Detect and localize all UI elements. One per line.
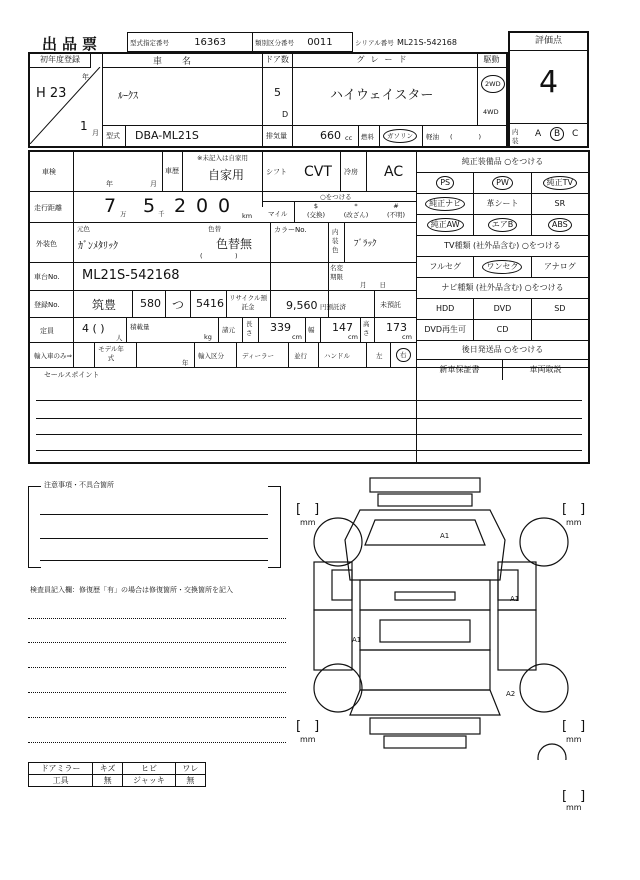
later-item: 車両取説 bbox=[502, 360, 588, 380]
mileage-d4: 0 bbox=[196, 195, 209, 217]
grade-label: 評価点 bbox=[510, 33, 587, 51]
equip-item: エアB bbox=[473, 215, 530, 235]
equip-item: ABS bbox=[531, 215, 588, 235]
transmission: CVT bbox=[304, 164, 332, 180]
navi-item: HDD bbox=[435, 304, 455, 313]
legend-value: 無 bbox=[175, 775, 205, 787]
equip-item: 純正AW bbox=[417, 215, 473, 235]
original-color: ｶﾞﾝﾒﾀﾘｯｸ bbox=[78, 241, 118, 252]
mileage-d1: 7 bbox=[104, 195, 117, 217]
serial-no: ML21S-542168 bbox=[396, 37, 457, 47]
navi-item bbox=[531, 320, 588, 340]
caution-section: 注意事項・不具合箇所 bbox=[28, 478, 283, 568]
recycle-fee: 9,560 bbox=[286, 299, 318, 312]
damage-mark-4: A2 bbox=[506, 690, 516, 698]
equip-item: PW bbox=[473, 173, 530, 193]
drive-2wd-circled: 2WD bbox=[481, 75, 505, 93]
legend-header: キズ bbox=[93, 763, 123, 775]
grade-value: 4 bbox=[538, 65, 559, 100]
height: 173 bbox=[386, 321, 407, 334]
legend-header: ヒビ bbox=[123, 763, 176, 775]
grade-name: ハイウェイスター bbox=[330, 88, 434, 103]
mileage-d3: 2 bbox=[174, 195, 187, 217]
handle-right-circled: 右 bbox=[396, 348, 411, 362]
equip-item: SR bbox=[531, 194, 588, 214]
tv-item: アナログ bbox=[531, 257, 588, 277]
reg-area: 筑豊 bbox=[92, 298, 117, 312]
first-reg-era: H 23 bbox=[36, 86, 67, 101]
tv-item: ワンセグ bbox=[473, 257, 530, 277]
mileage-d2: 5 bbox=[143, 195, 156, 217]
legend-header: ドアミラー bbox=[29, 763, 93, 775]
tv-item: フルセグ bbox=[429, 262, 461, 271]
damage-mark-2: A1 bbox=[510, 595, 520, 603]
legend-header: ワレ bbox=[175, 763, 205, 775]
chassis-no: ML21S-542168 bbox=[82, 268, 180, 283]
displacement: 660 bbox=[320, 129, 341, 142]
cooler: AC bbox=[384, 164, 404, 180]
mileage-d5: 0 bbox=[218, 195, 231, 217]
reg-number: 5416 bbox=[196, 297, 224, 310]
length: 339 bbox=[270, 321, 291, 334]
equip-item: 純正ナビ bbox=[417, 194, 473, 214]
model-no: 16363 bbox=[194, 36, 226, 48]
form-title: 出品票 bbox=[42, 35, 103, 53]
navi-item: CD bbox=[473, 320, 530, 340]
legend-table bbox=[28, 762, 206, 787]
reg-class: 580 bbox=[140, 297, 161, 310]
repaint-status: 色替無 bbox=[216, 237, 253, 251]
legend-value: 工具 bbox=[29, 775, 93, 787]
door-count: 5 bbox=[274, 86, 281, 99]
registration-block: 初年度登録 H 23 年 1 月 車名 ﾙｰｸｽ ドア数 5 D グレード ハイウェイスター 駆動 2WD 4WD 型式 DBA-ML21S 排気量 660 cc 燃料 ガソリン 軽油 ( ) bbox=[28, 52, 508, 148]
reg-kana: つ bbox=[172, 298, 185, 312]
legend-value: 無 bbox=[93, 775, 123, 787]
vehicle-type: DBA-ML21S bbox=[135, 129, 199, 142]
damage-mark-3: A1 bbox=[352, 636, 362, 644]
category-no: 0011 bbox=[307, 36, 333, 48]
equip-item: 革シート bbox=[473, 194, 530, 214]
equipment-panel: 純正装備品 ○をつける PS PW 純正TV 純正ナビ 革シート SR 純正AW エアB ABS TV種類 (社外品含む) ○をつける フルセグ ワンセグ アナログ ナビ種類 (社外品含む) ○をつける HDD DVD SD DVD再生可 CD 後日発送品 ○をつける 新車保証書 車両取説 bbox=[417, 152, 588, 367]
header-table: 型式指定番号 16363 類別区分番号 0011 シリアル番号 ML21S-542168 bbox=[127, 32, 503, 52]
car-name: ﾙｰｸｽ bbox=[118, 91, 138, 102]
first-reg-month: 1 bbox=[80, 119, 88, 133]
interior-color: ﾌﾞﾗｯｸ bbox=[354, 239, 377, 249]
car-history: 自家用 bbox=[208, 168, 245, 182]
navi-item: SD bbox=[531, 299, 588, 319]
spec-block: 車検 年 月 車歴 ※未記入は自家用 自家用 シフト CVT 冷房 AC 走行距離 7 万 5 千 2 0 0 km ○をつける マイル $ (交換) * (改ざん) # (不明) 外装色 元色 ｶﾞﾝﾒﾀﾘｯｸ 色替 色替無 ( ) カラーNo. 内装色 ﾌﾞﾗｯｸ 車台No. ML21S-542168 名変期限 月 日 登録No. 筑豊 580 つ 5416 リサイクル預託金 9,560 円預託済 未預託 定員 4 ( ) 人 積載量 kg 諸元 長さ 339 cm 幅 147 cm 高さ 173 cm 輸入車のみ⇒ モデル年式 年 輸入区分 ディーラー 並行 ハンドル 左 右 セールスポイント 純正装備品 ○をつける PS PW 純正TV 純正ナビ 革シート SR 純正AW エアB ABS TV種類 (社外品含む) ○をつける フルセグ ワンセグ アナログ ナビ種類 (社外品含む) ○をつける HDD DVD SD DVD再生可 CD 後日発送品 ○をつける 新車保証書 車両取説 bbox=[28, 150, 590, 464]
navi-item: DVD bbox=[473, 299, 530, 319]
capacity: 4 ( ) bbox=[82, 322, 105, 335]
legend-value: ジャッキ bbox=[123, 775, 176, 787]
damage-mark-1: A1 bbox=[440, 532, 450, 540]
grade-box: 評価点 4 内装 A B C bbox=[508, 31, 589, 148]
width: 147 bbox=[332, 321, 353, 334]
equip-item: PS bbox=[417, 173, 473, 193]
interior-b-circled: B bbox=[550, 127, 564, 141]
fuel-gasoline-circled: ガソリン bbox=[383, 129, 417, 143]
equip-item: 純正TV bbox=[531, 173, 588, 193]
later-item: 新車保証書 bbox=[439, 365, 480, 374]
car-damage-diagram bbox=[300, 470, 590, 760]
inspector-title: 検査員記入欄：修復歴「有」の場合は修復箇所・交換箇所を記入 bbox=[30, 586, 233, 594]
navi-item: DVD再生可 bbox=[424, 325, 466, 334]
